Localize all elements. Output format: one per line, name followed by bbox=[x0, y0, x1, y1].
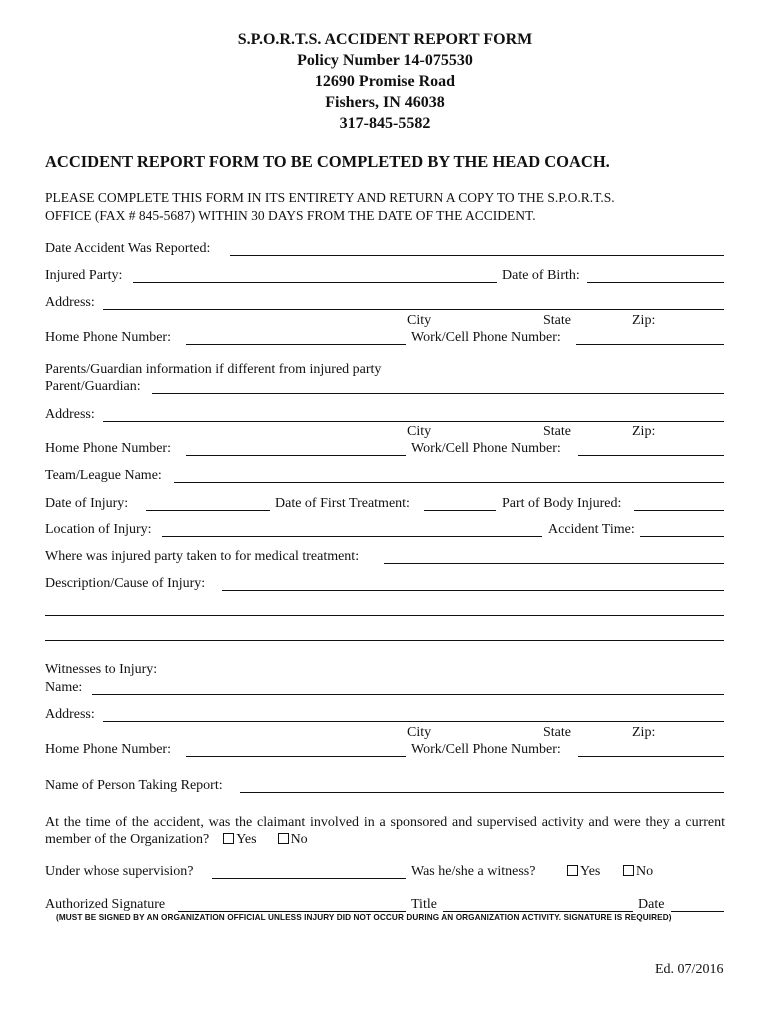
parent-address-label: Address: bbox=[45, 407, 95, 422]
parent-zip-caption: Zip: bbox=[632, 424, 656, 439]
date-field[interactable] bbox=[671, 911, 724, 912]
accident-time-field[interactable] bbox=[640, 536, 724, 537]
home-phone-field[interactable] bbox=[186, 344, 406, 345]
parent-address-field[interactable] bbox=[103, 421, 724, 422]
witness-address-label: Address: bbox=[45, 707, 95, 722]
injured-party-field[interactable] bbox=[133, 282, 497, 283]
witness-address-field[interactable] bbox=[103, 721, 724, 722]
date-of-birth-field[interactable] bbox=[587, 282, 724, 283]
date-of-birth-label: Date of Birth: bbox=[502, 268, 580, 283]
parent-home-phone-label: Home Phone Number: bbox=[45, 441, 171, 456]
witness-city-caption: City bbox=[407, 725, 432, 740]
description-field-2[interactable] bbox=[45, 615, 724, 616]
taken-to-field[interactable] bbox=[384, 563, 724, 564]
parents-info-label: Parents/Guardian information if different from injured party bbox=[45, 362, 382, 377]
form-title: S.P.O.R.T.S. ACCIDENT REPORT FORM bbox=[237, 31, 533, 48]
witness-work-phone-label: Work/Cell Phone Number: bbox=[411, 742, 561, 757]
policy-number: Policy Number 14-075530 bbox=[297, 52, 473, 69]
address-label: Address: bbox=[45, 295, 95, 310]
parent-work-phone-field[interactable] bbox=[578, 455, 724, 456]
witness-question-label: Was he/she a witness? bbox=[411, 864, 536, 879]
team-league-field[interactable] bbox=[174, 482, 724, 483]
parent-guardian-label: Parent/Guardian: bbox=[45, 379, 141, 394]
witnesses-label: Witnesses to Injury: bbox=[45, 662, 158, 677]
witness-state-caption: State bbox=[543, 725, 571, 740]
date-reported-field[interactable] bbox=[230, 255, 724, 256]
description-label: Description/Cause of Injury: bbox=[45, 576, 206, 591]
work-phone-label: Work/Cell Phone Number: bbox=[411, 330, 561, 345]
phone-number: 317-845-5582 bbox=[339, 115, 431, 132]
location-label: Location of Injury: bbox=[45, 522, 152, 537]
parent-state-caption: State bbox=[543, 424, 571, 439]
title-label: Title bbox=[411, 897, 437, 912]
taken-to-label: Where was injured party taken to for medical treatment: bbox=[45, 549, 360, 564]
description-field-3[interactable] bbox=[45, 640, 724, 641]
city-state-zip: Fishers, IN 46038 bbox=[325, 94, 445, 111]
parent-work-phone-label: Work/Cell Phone Number: bbox=[411, 441, 561, 456]
date-first-treatment-label: Date of First Treatment: bbox=[275, 496, 410, 511]
yes-checkbox-2[interactable] bbox=[567, 864, 600, 880]
yes-label: Yes bbox=[580, 864, 601, 879]
team-league-label: Team/League Name: bbox=[45, 468, 162, 483]
parent-home-phone-field[interactable] bbox=[186, 455, 406, 456]
instructions-line-1: PLEASE COMPLETE THIS FORM IN ITS ENTIRETY AND RETURN A COPY TO THE S.P.O.R.T.S. bbox=[45, 190, 615, 205]
checkbox-icon bbox=[567, 865, 578, 876]
date-first-treatment-field[interactable] bbox=[424, 510, 496, 511]
supervision-label: Under whose supervision? bbox=[45, 864, 194, 879]
no-checkbox-1[interactable] bbox=[278, 832, 308, 847]
checkbox-icon bbox=[278, 833, 289, 844]
date-label: Date bbox=[638, 897, 665, 912]
street-address: 12690 Promise Road bbox=[314, 73, 456, 90]
body-part-label: Part of Body Injured: bbox=[502, 496, 622, 511]
address-field[interactable] bbox=[103, 309, 724, 310]
body-part-field[interactable] bbox=[634, 510, 724, 511]
date-of-injury-field[interactable] bbox=[146, 510, 270, 511]
state-caption: State bbox=[543, 313, 571, 328]
witness-home-phone-label: Home Phone Number: bbox=[45, 742, 171, 757]
edition-label: Ed. 07/2016 bbox=[655, 962, 724, 977]
person-taking-field[interactable] bbox=[240, 792, 724, 793]
description-field-1[interactable] bbox=[222, 590, 724, 591]
no-label: No bbox=[636, 864, 654, 879]
checkbox-icon bbox=[223, 833, 234, 844]
witness-name-field[interactable] bbox=[92, 694, 724, 695]
date-of-injury-label: Date of Injury: bbox=[45, 496, 129, 511]
sponsored-activity-question bbox=[45, 814, 725, 848]
supervision-field[interactable] bbox=[212, 878, 406, 879]
no-label: No bbox=[290, 832, 308, 847]
signature-note: (MUST BE SIGNED BY AN ORGANIZATION OFFICIAL UNLESS INJURY DID NOT OCCUR DURING AN ORGANIZATION ACTIVITY. SIGNATURE IS REQUIRED) bbox=[56, 913, 672, 922]
location-field[interactable] bbox=[162, 536, 542, 537]
date-reported-label: Date Accident Was Reported: bbox=[45, 241, 211, 256]
no-checkbox-2[interactable] bbox=[623, 864, 653, 880]
question-text: At the time of the accident, was the claimant involved in a sponsored and supervised activity and were they a current member of the Organization? bbox=[45, 815, 725, 847]
home-phone-label: Home Phone Number: bbox=[45, 330, 171, 345]
yes-checkbox-1[interactable] bbox=[223, 832, 256, 847]
authorized-signature-field[interactable] bbox=[178, 911, 406, 912]
injured-party-label: Injured Party: bbox=[45, 268, 123, 283]
accident-time-label: Accident Time: bbox=[548, 522, 635, 537]
title-field[interactable] bbox=[443, 911, 633, 912]
authorized-signature-label: Authorized Signature bbox=[45, 897, 166, 912]
subtitle: ACCIDENT REPORT FORM TO BE COMPLETED BY THE HEAD COACH. bbox=[45, 152, 610, 171]
parent-city-caption: City bbox=[407, 424, 432, 439]
witness-name-label: Name: bbox=[45, 680, 83, 695]
witness-work-phone-field[interactable] bbox=[578, 756, 724, 757]
person-taking-label: Name of Person Taking Report: bbox=[45, 778, 223, 793]
witness-home-phone-field[interactable] bbox=[186, 756, 406, 757]
witness-zip-caption: Zip: bbox=[632, 725, 656, 740]
work-phone-field[interactable] bbox=[576, 344, 724, 345]
zip-caption: Zip: bbox=[632, 313, 656, 328]
parent-guardian-field[interactable] bbox=[152, 393, 724, 394]
instructions-line-2: OFFICE (FAX # 845-5687) WITHIN 30 DAYS FROM THE DATE OF THE ACCIDENT. bbox=[45, 208, 536, 223]
city-caption: City bbox=[407, 313, 432, 328]
yes-label: Yes bbox=[236, 832, 257, 847]
checkbox-icon bbox=[623, 865, 634, 876]
